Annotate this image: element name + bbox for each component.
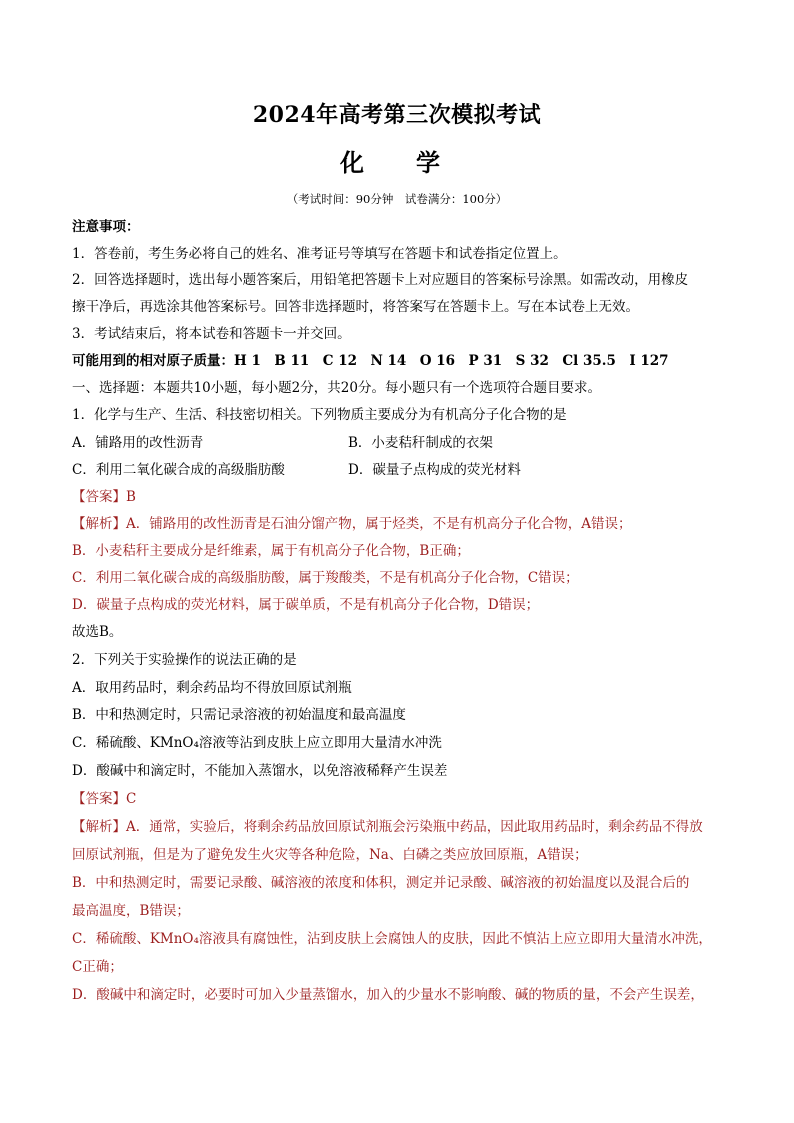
analysis-line: D．酸碱中和滴定时，必要时可加入少量蒸馏水，加入的少量水不影响酸、碱的物质的量，不会产生误差， — [72, 987, 704, 1003]
option-a: A．铺路用的改性沥青 — [72, 435, 204, 451]
analysis-line — [72, 514, 732, 534]
analysis-label: 【解析】 — [72, 819, 126, 835]
notice-item: 擦干净后，再选涂其他答案标号。回答非选择题时，将答案写在答题卡上。写在本试卷上无效。 — [72, 299, 639, 315]
answer: 【答案】C — [72, 791, 137, 807]
analysis-text: A．铺路用的改性沥青是石油分馏产物，属于烃类，不是有机高分子化合物，A错误； — [126, 516, 632, 532]
atomic-masses: 可能用到的相对原子质量：H 1 B 11 C 12 N 14 O 16 P 31 S 32 Cl 35.5 I 127 — [72, 353, 669, 369]
conclusion: 故选B。 — [72, 624, 123, 640]
option-c: C．稀硫酸、KMnO₄溶液等沾到皮肤上应立即用大量清水冲洗 — [72, 735, 442, 751]
option-a: A．取用药品时，剩余药品均不得放回原试剂瓶 — [72, 680, 352, 696]
analysis-line: C正确； — [72, 959, 123, 975]
analysis-label: 【解析】 — [72, 516, 126, 532]
notice-item: 2．回答选择题时，选出每小题答案后，用铅笔把答题卡上对应题目的答案标号涂黑。如需改动，用橡皮 — [72, 272, 689, 288]
notice-item: 3．考试结束后，将本试卷和答题卡一并交回。 — [72, 326, 351, 342]
analysis-line: D．碳量子点构成的荧光材料，属于碳单质，不是有机高分子化合物，D错误； — [72, 597, 540, 613]
analysis-line: C．稀硫酸、KMnO₄溶液具有腐蚀性，沾到皮肤上会腐蚀人的皮肤，因此不慎沾上应立即用大量清水冲洗， — [72, 931, 712, 947]
exam-info: （考试时间：90分钟 试卷满分：100分） — [286, 192, 508, 206]
analysis-line: 回原试剂瓶，但是为了避免发生火灾等各种危险，Na、白磷之类应放回原瓶，A错误； — [72, 847, 588, 863]
notice-item: 1．答卷前，考生务必将自己的姓名、准考证号等填写在答题卡和试卷指定位置上。 — [72, 246, 567, 262]
analysis-line: B．中和热测定时，需要记录酸、碱溶液的浓度和体积，测定并记录酸、碱溶液的初始温度以及混合后的 — [72, 875, 690, 891]
analysis-line: B．小麦秸秆主要成分是纤维素，属于有机高分子化合物，B正确； — [72, 543, 470, 559]
option-b: B．小麦秸秆制成的衣架 — [348, 435, 493, 451]
option-b: B．中和热测定时，只需记录溶液的初始温度和最高温度 — [72, 707, 406, 723]
question-stem: 2．下列关于实验操作的说法正确的是 — [72, 652, 297, 668]
option-d: D．酸碱中和滴定时，不能加入蒸馏水，以免溶液稀释产生误差 — [72, 763, 448, 779]
page-title: 2024年高考第三次模拟考试 — [252, 102, 542, 128]
analysis-text: A．通常，实验后，将剩余药品放回原试剂瓶会污染瓶中药品，因此取用药品时，剩余药品不得放 — [126, 819, 703, 835]
subject-title: 化 学 — [340, 148, 454, 177]
analysis-line: 最高温度，B错误； — [72, 903, 190, 919]
question-stem: 1．化学与生产、生活、科技密切相关。下列物质主要成分为有机高分子化合物的是 — [72, 407, 567, 423]
answer: 【答案】B — [72, 489, 136, 505]
analysis-line: C．利用二氧化碳合成的高级脂肪酸，属于羧酸类，不是有机高分子化合物，C错误； — [72, 570, 579, 586]
notice-heading: 注意事项： — [72, 219, 140, 235]
section-intro: 一、选择题：本题共10小题，每小题2分，共20分。每小题只有一个选项符合题目要求。 — [72, 380, 601, 396]
option-d: D．碳量子点构成的荧光材料 — [348, 462, 521, 478]
option-c: C．利用二氧化碳合成的高级脂肪酸 — [72, 462, 285, 478]
analysis-line — [72, 817, 732, 837]
